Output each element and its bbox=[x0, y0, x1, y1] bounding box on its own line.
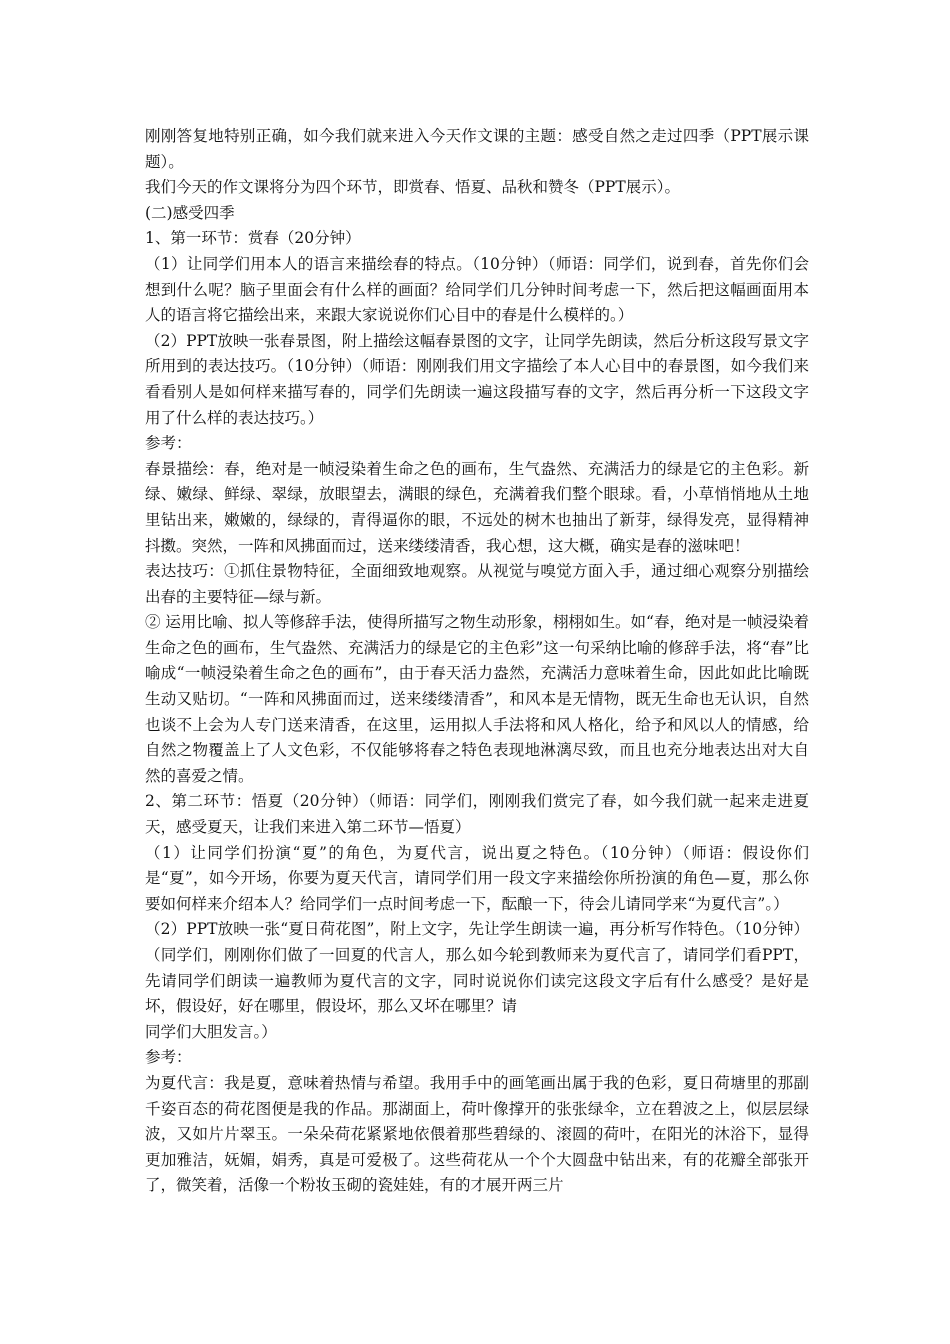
paragraph-spring-description: 春景描绘：春，绝对是一帧浸染着生命之色的画布，生气盎然、充满活力的绿是它的主色彩。新绿、嫩绿、鲜绿、翠绿，放眼望去，满眼的绿色，充满着我们整个眼球。看，小草悄悄地从土地里钻出来，嫩嫩的，绿绿的，青得逼你的眼，不远处的树木也抽出了新芽，绿得发亮，显得精神抖擞。突然，一阵和风拂面而过，送来缕缕清香，我心想，这大概，确实是春的滋味吧！ bbox=[145, 459, 809, 555]
step-heading-spring: 1、第一环节：赏春（20分钟） bbox=[145, 229, 361, 248]
paragraph-summer-task-2-end: 同学们大胆发言。） bbox=[145, 1022, 277, 1041]
paragraph-summer-task-1: （1）让同学们扮演“夏”的角色，为夏代言，说出夏之特色。（10分钟）（师语：假设你们是“夏”，如今开场，你要为夏天代言，请同学们用一段文字来描绘你所扮演的角色—夏，那么你要如何样来介绍本人？给同学们一点时间考虑一下，酝酿一下，待会儿请同学来“为夏代言”。） bbox=[145, 843, 809, 913]
paragraph-intro: 刚刚答复地特别正确，如今我们就来进入今天作文课的主题：感受自然之走过四季（PPT展示课题）。 bbox=[145, 127, 809, 171]
paragraph-technique-2: ② 运用比喻、拟人等修辞手法，使得所描写之物生动形象，栩栩如生。如“春，绝对是一帧浸染着生命之色的画布，生气盎然、充满活力的绿是它的主色彩”这一句采纳比喻的修辞手法，将“春”比喻成“一帧浸染着生命之色的画布”，由于春天活力盎然，充满活力意味着生命，因此如此比喻既生动又贴切。“一阵和风拂面而过，送来缕缕清香”，和风本是无情物，既无生命也无认识，自然也谈不上会为人专门送来清香，在这里，运用拟人手法将和风人格化，给予和风以人的情感，给自然之物覆盖上了人文色彩，不仅能够将春之特色表现地淋漓尽致，而且也充分地表达出对大自然的喜爱之情。 bbox=[145, 613, 809, 785]
paragraph-summer-description: 为夏代言：我是夏，意味着热情与希望。我用手中的画笔画出属于我的色彩，夏日荷塘里的那副千姿百态的荷花图便是我的作品。那湖面上，荷叶像撑开的张张绿伞，立在碧波之上，似层层绿波，又如片片翠玉。一朵朵荷花紧紧地依偎着那些碧绿的、滚圆的荷叶，在阳光的沐浴下，显得更加雅洁，妩媚，娟秀，真是可爱极了。这些荷花从一个个大圆盘中钻出来，有的花瓣全部张开了，微笑着，活像一个粉妆玉砌的瓷娃娃，有的才展开两三片 bbox=[145, 1073, 809, 1195]
paragraph-spring-task-2: （2）PPT放映一张春景图，附上描绘这幅春景图的文字，让同学先朗读，然后分析这段写景文字所用到的表达技巧。（10分钟）（师语：刚刚我们用文字描绘了本人心目中的春景图，如今我们来看看别人是如何样来描写春的，同学们先朗读一遍这段描写春的文字，然后再分析一下这段文字用了什么样的表达技巧。） bbox=[145, 331, 809, 427]
reference-label: 参考： bbox=[145, 434, 192, 453]
paragraph-technique-1: 表达技巧：①抓住景物特征，全面细致地观察。从视觉与嗅觉方面入手，通过细心观察分别描绘出春的主要特征—绿与新。 bbox=[145, 562, 809, 606]
document-body bbox=[145, 124, 809, 1199]
section-heading-feel-seasons: (二)感受四季 bbox=[145, 203, 235, 222]
paragraph-summer-task-2: （2）PPT放映一张“夏日荷花图”，附上文字，先让学生朗读一遍，再分析写作特色。（10分钟）（同学们，刚刚你们做了一回夏的代言人，那么如今轮到教师来为夏代言了，请同学们看PPT，先请同学们朗读一遍教师为夏代言的文字，同时说说你们读完这段文字后有什么感受？是好是坏，假设好，好在哪里，假设坏，那么又坏在哪里？请 bbox=[145, 920, 809, 1016]
reference-label: 参考： bbox=[145, 1048, 192, 1067]
step-heading-summer: 2、第二环节：悟夏（20分钟）（师语：同学们，刚刚我们赏完了春，如今我们就一起来走进夏天，感受夏天，让我们来进入第二环节—悟夏） bbox=[145, 792, 809, 837]
paragraph-outline: 我们今天的作文课将分为四个环节，即赏春、悟夏、品秋和赞冬（PPT展示）。 bbox=[145, 178, 680, 197]
paragraph-spring-task-1: （1）让同学们用本人的语言来描绘春的特点。（10分钟）（师语：同学们，说到春，首先你们会想到什么呢？脑子里面会有什么样的画面？给同学们几分钟时间考虑一下，然后把这幅画面用本人的语言将它描绘出来，来跟大家说说你们心目中的春是什么模样的。） bbox=[145, 254, 809, 325]
